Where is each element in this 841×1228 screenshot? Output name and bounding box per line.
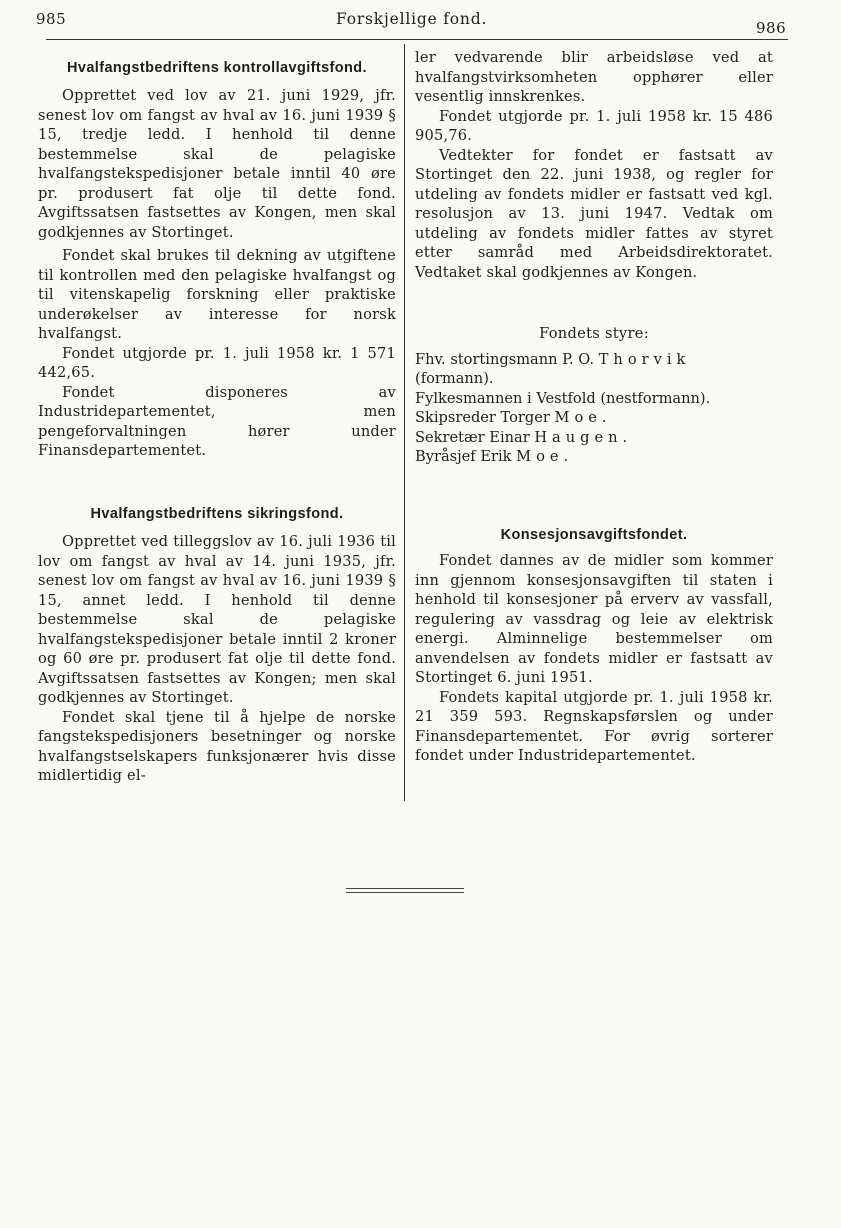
page-number-left: 985: [36, 10, 67, 28]
section-kontrollavgiftsfond: [38, 60, 396, 461]
section-heading: Konsesjonsavgiftsfondet.: [500, 527, 688, 543]
paragraph: Fondet skal brukes til dekning av utgiftene til kontrollen med den pelagiske hvalfangst og til vitenskapelig forskning eller praktiske underøkelser av interesse for norsk hvalfangst.: [38, 247, 396, 342]
paragraph: Vedtekter for fondet er fastsatt av Stortinget den 22. juni 1938, og regler for utdeling av fondets midler er fastsatt ved kgl. resolusjon av 13. juni 1947. Vedtak om utdeling av fondets midler fattes av styret etter samråd med Arbeidsdirektoratet. Vedtaket skal godkjennes av Kongen.: [415, 146, 773, 281]
board-member: (formann).: [415, 370, 494, 387]
board-member: Sekretær Einar Haugen.: [415, 428, 633, 446]
page-number-right: 986: [756, 19, 787, 37]
paragraph: Fondets kapital utgjorde pr. 1. juli 1958 kr. 21 359 593. Regnskapsførslen og under Finansdepartementet. For øvrig sorterer fondet under Industridepartementet.: [415, 688, 773, 764]
section-sikringsfond: [38, 506, 396, 786]
paragraph: Opprettet ved tilleggslov av 16. juli 1936 til lov om fangst av hval av 14. juni 1935, jfr. senest lov om fangst av hval av 16. juni 1939 § 15, annet ledd. I henhold til denne bestemmelse skal de pelagiske hvalfangstekspedisjoner betale inntil 2 kroner og 60 øre pr. produsert fat olje til dette fond. Avgiftssatsen fastsettes av Kongen; men skal godkjennes av Stortinget.: [38, 533, 396, 706]
running-title: Forskjellige fond.: [336, 10, 488, 28]
paragraph: Fondet utgjorde pr. 1. juli 1958 kr. 15 486 905,76.: [415, 107, 773, 144]
paragraph: Fondet dannes av de midler som kommer inn gjennom konsesjonsavgiften til staten i henhold til konsesjoner på erverv av vassfall, regulering av vassdrag og leie av elektrisk energi. Alminnelige bestemmelser om anvendelsen av fondets midler er fastsatt av Stortinget 6. juni 1951.: [415, 552, 773, 686]
section-konsesjonsavgiftsfondet: [415, 527, 773, 766]
paragraph: Opprettet ved lov av 21. juni 1929, jfr. senest lov om fangst av hval av 16. juni 1939 § 15, tredje ledd. I henhold til denne bestemmelse skal de pelagiske hvalfangstekspedisjoner betale inntil 40 øre pr. produsert fat olje til dette fond. Avgiftssatsen fastsettes av Kongen, men skal godkjennes av Stortinget.: [38, 87, 396, 241]
section-heading: Hvalfangstbedriftens kontrollavgiftsfond.: [67, 60, 367, 76]
section-sikringsfond-cont: [415, 48, 773, 282]
board-member: Skipsreder Torger Moe.: [415, 409, 612, 426]
board-list: [415, 324, 773, 467]
paragraph: Fondet skal tjene til å hjelpe de norske fangstekspedisjoners besetninger og norske hvalfangstselskapers funksjonærer hvis disse midlertidig el-: [38, 708, 396, 784]
paragraph: Fondet utgjorde pr. 1. juli 1958 kr. 1 571 442,65.: [38, 344, 396, 381]
end-rule: [346, 892, 464, 893]
board-member: Fhv. stortingsmann P. O. Thorvik: [415, 350, 691, 368]
board-heading: Fondets styre:: [539, 325, 649, 342]
end-rule: [346, 888, 464, 889]
header-rule: [46, 39, 788, 40]
paragraph: ler vedvarende blir arbeidsløse ved at hvalfangstvirksomheten opphører eller vesentlig innskrenkes.: [415, 49, 773, 105]
board-member: Fylkesmannen i Vestfold (nestformann).: [415, 389, 711, 407]
paragraph: Fondet disponeres av Industridepartementet, men pengeforvaltningen hører under Finansdepartementet.: [38, 383, 396, 459]
column-divider: [404, 44, 405, 801]
board-member: Byråsjef Erik Moe.: [415, 448, 574, 465]
section-heading: Hvalfangstbedriftens sikringsfond.: [90, 506, 344, 522]
